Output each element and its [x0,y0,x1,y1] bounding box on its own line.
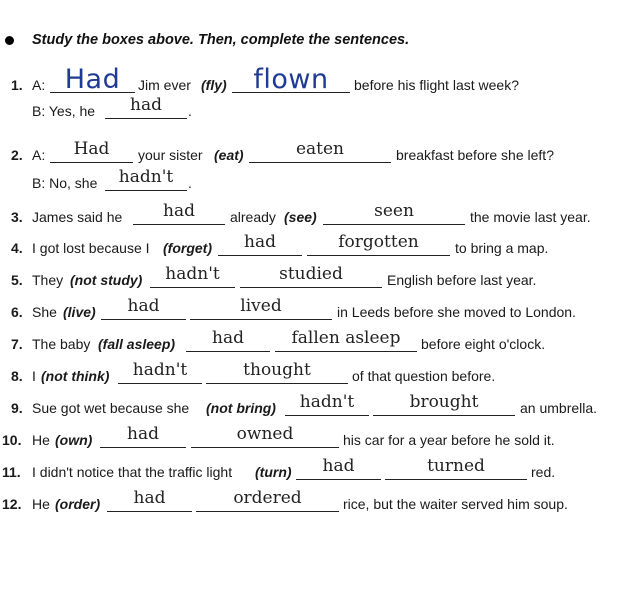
answer-blank[interactable] [206,357,348,384]
answer-text: eaten [295,139,345,159]
answer-blank[interactable] [50,66,135,93]
answer-text: Had [64,64,121,95]
sentence-text: She [32,304,57,320]
sentence-text: breakfast before she left? [396,147,554,163]
exercise-item-11 [0,453,619,483]
sentence-text: his car for a year before he sold it. [343,432,555,448]
exercise-item-5 [0,261,619,291]
answer-blank[interactable] [107,485,192,512]
exercise-item-7 [0,325,619,355]
bullet-icon [5,36,14,45]
item-number: 3. [11,209,23,225]
exercise-item-6 [0,293,619,323]
sentence-text: A: [32,77,46,93]
answer-blank[interactable] [240,261,382,288]
sentence-text: in Leeds before she moved to London. [337,304,576,320]
sentence-text: I [32,368,36,384]
sentence-text: English before last year. [387,272,537,288]
sentence-text: The baby [32,336,91,352]
answer-text: had [212,328,244,348]
item-number: 5. [11,272,23,288]
answer-text: owned [236,424,294,444]
sentence-text: B: No, she [32,175,98,191]
item-number: 7. [11,336,23,352]
sentence-text: your sister [138,147,203,163]
verb-prompt: (eat) [214,147,244,163]
item-number: 9. [11,400,23,416]
answer-text: had [130,95,162,115]
verb-prompt: (turn) [255,464,292,480]
verb-prompt: (live) [63,304,96,320]
answer-text: hadn't [118,167,174,187]
sentence-end: . [188,175,192,191]
verb-prompt: (not bring) [206,400,276,416]
sentence-text: red. [531,464,556,480]
item-number: 4. [11,240,23,256]
sentence-end: . [188,103,192,119]
answer-text: forgotten [338,232,419,252]
item-number: 8. [11,368,23,384]
sentence-text: Jim ever [138,77,191,93]
answer-text: flown [253,64,329,95]
sentence-text: rice, but the waiter served him soup. [343,496,568,512]
answer-text: hadn't [165,264,220,284]
sentence-text: to bring a map. [455,240,549,256]
sentence-text: already [230,209,276,225]
item-number: 1. [11,77,23,93]
verb-prompt: (see) [284,209,317,225]
verb-prompt: (not think) [41,368,110,384]
exercise-item-3 [0,198,619,228]
answer-text: had [133,488,166,508]
verb-prompt: (forget) [163,240,212,256]
answer-blank[interactable] [186,325,270,352]
sentence-text: A: [32,147,46,163]
sentence-text: before eight o'clock. [421,336,546,352]
answer-blank[interactable] [105,164,187,191]
answer-text: hadn't [299,392,355,412]
answer-text: brought [409,392,479,412]
sentence-text: I didn't notice that the traffic light [32,464,233,480]
answer-blank[interactable] [100,421,186,448]
answer-blank[interactable] [373,389,515,416]
exercise-item-2b [0,164,619,194]
answer-text: ordered [233,488,302,508]
answer-blank[interactable] [296,453,381,480]
sentence-text: He [32,432,50,448]
item-number: 12. [2,496,22,512]
answer-text: thought [243,360,311,380]
answer-blank[interactable] [249,136,391,163]
answer-blank[interactable] [323,198,465,225]
answer-blank[interactable] [118,357,202,384]
verb-prompt: (fly) [201,77,227,93]
answer-text: hadn't [132,360,188,380]
sentence-text: I got lost because I [32,240,150,256]
answer-blank[interactable] [218,229,302,256]
verb-prompt: (fall asleep) [98,336,176,352]
answer-blank[interactable] [385,453,527,480]
exercise-item-1b [0,92,619,122]
answer-text: had [163,201,195,221]
item-number: 2. [11,147,23,163]
instruction-text: Study the boxes above. Then, complete the sentences. [32,32,410,48]
sentence-text: James said he [32,209,123,225]
answer-blank[interactable] [191,421,339,448]
answer-text: studied [279,264,343,284]
sentence-text: B: Yes, he [32,103,96,119]
answer-blank[interactable] [307,229,450,256]
sentence-text: They [32,272,64,288]
answer-blank[interactable] [105,92,187,119]
answer-blank[interactable] [50,136,133,163]
sentence-text: He [32,496,50,512]
answer-text: seen [374,201,414,221]
sentence-text: the movie last year. [470,209,591,225]
sentence-text: Sue got wet because she [32,400,190,416]
answer-blank[interactable] [190,293,332,320]
answer-text: Had [73,139,110,159]
answer-text: had [322,456,355,476]
answer-text: had [127,296,160,316]
answer-text: lived [240,296,282,316]
exercise-item-9 [0,389,619,419]
answer-blank[interactable] [133,198,225,225]
answer-blank[interactable] [101,293,186,320]
verb-prompt: (not study) [70,272,143,288]
exercise-item-10 [0,421,619,451]
exercise-item-4 [0,229,619,259]
item-number: 11. [2,464,21,480]
answer-text: fallen asleep [291,328,401,348]
exercise-item-2a [0,136,619,166]
sentence-text: of that question before. [352,368,496,384]
item-number: 10. [2,432,22,448]
answer-text: turned [427,456,485,476]
sentence-text: an umbrella. [520,400,598,416]
item-number: 6. [11,304,23,320]
sentence-text: before his flight last week? [354,77,519,93]
answer-blank[interactable] [275,325,417,352]
answer-blank[interactable] [196,485,339,512]
answer-text: had [127,424,159,444]
answer-text: had [244,232,276,252]
answer-blank[interactable] [285,389,369,416]
exercise-item-8 [0,357,619,387]
exercise-item-12 [0,485,619,515]
answer-blank[interactable] [232,66,350,93]
verb-prompt: (own) [55,432,93,448]
verb-prompt: (order) [55,496,101,512]
answer-blank[interactable] [150,261,235,288]
